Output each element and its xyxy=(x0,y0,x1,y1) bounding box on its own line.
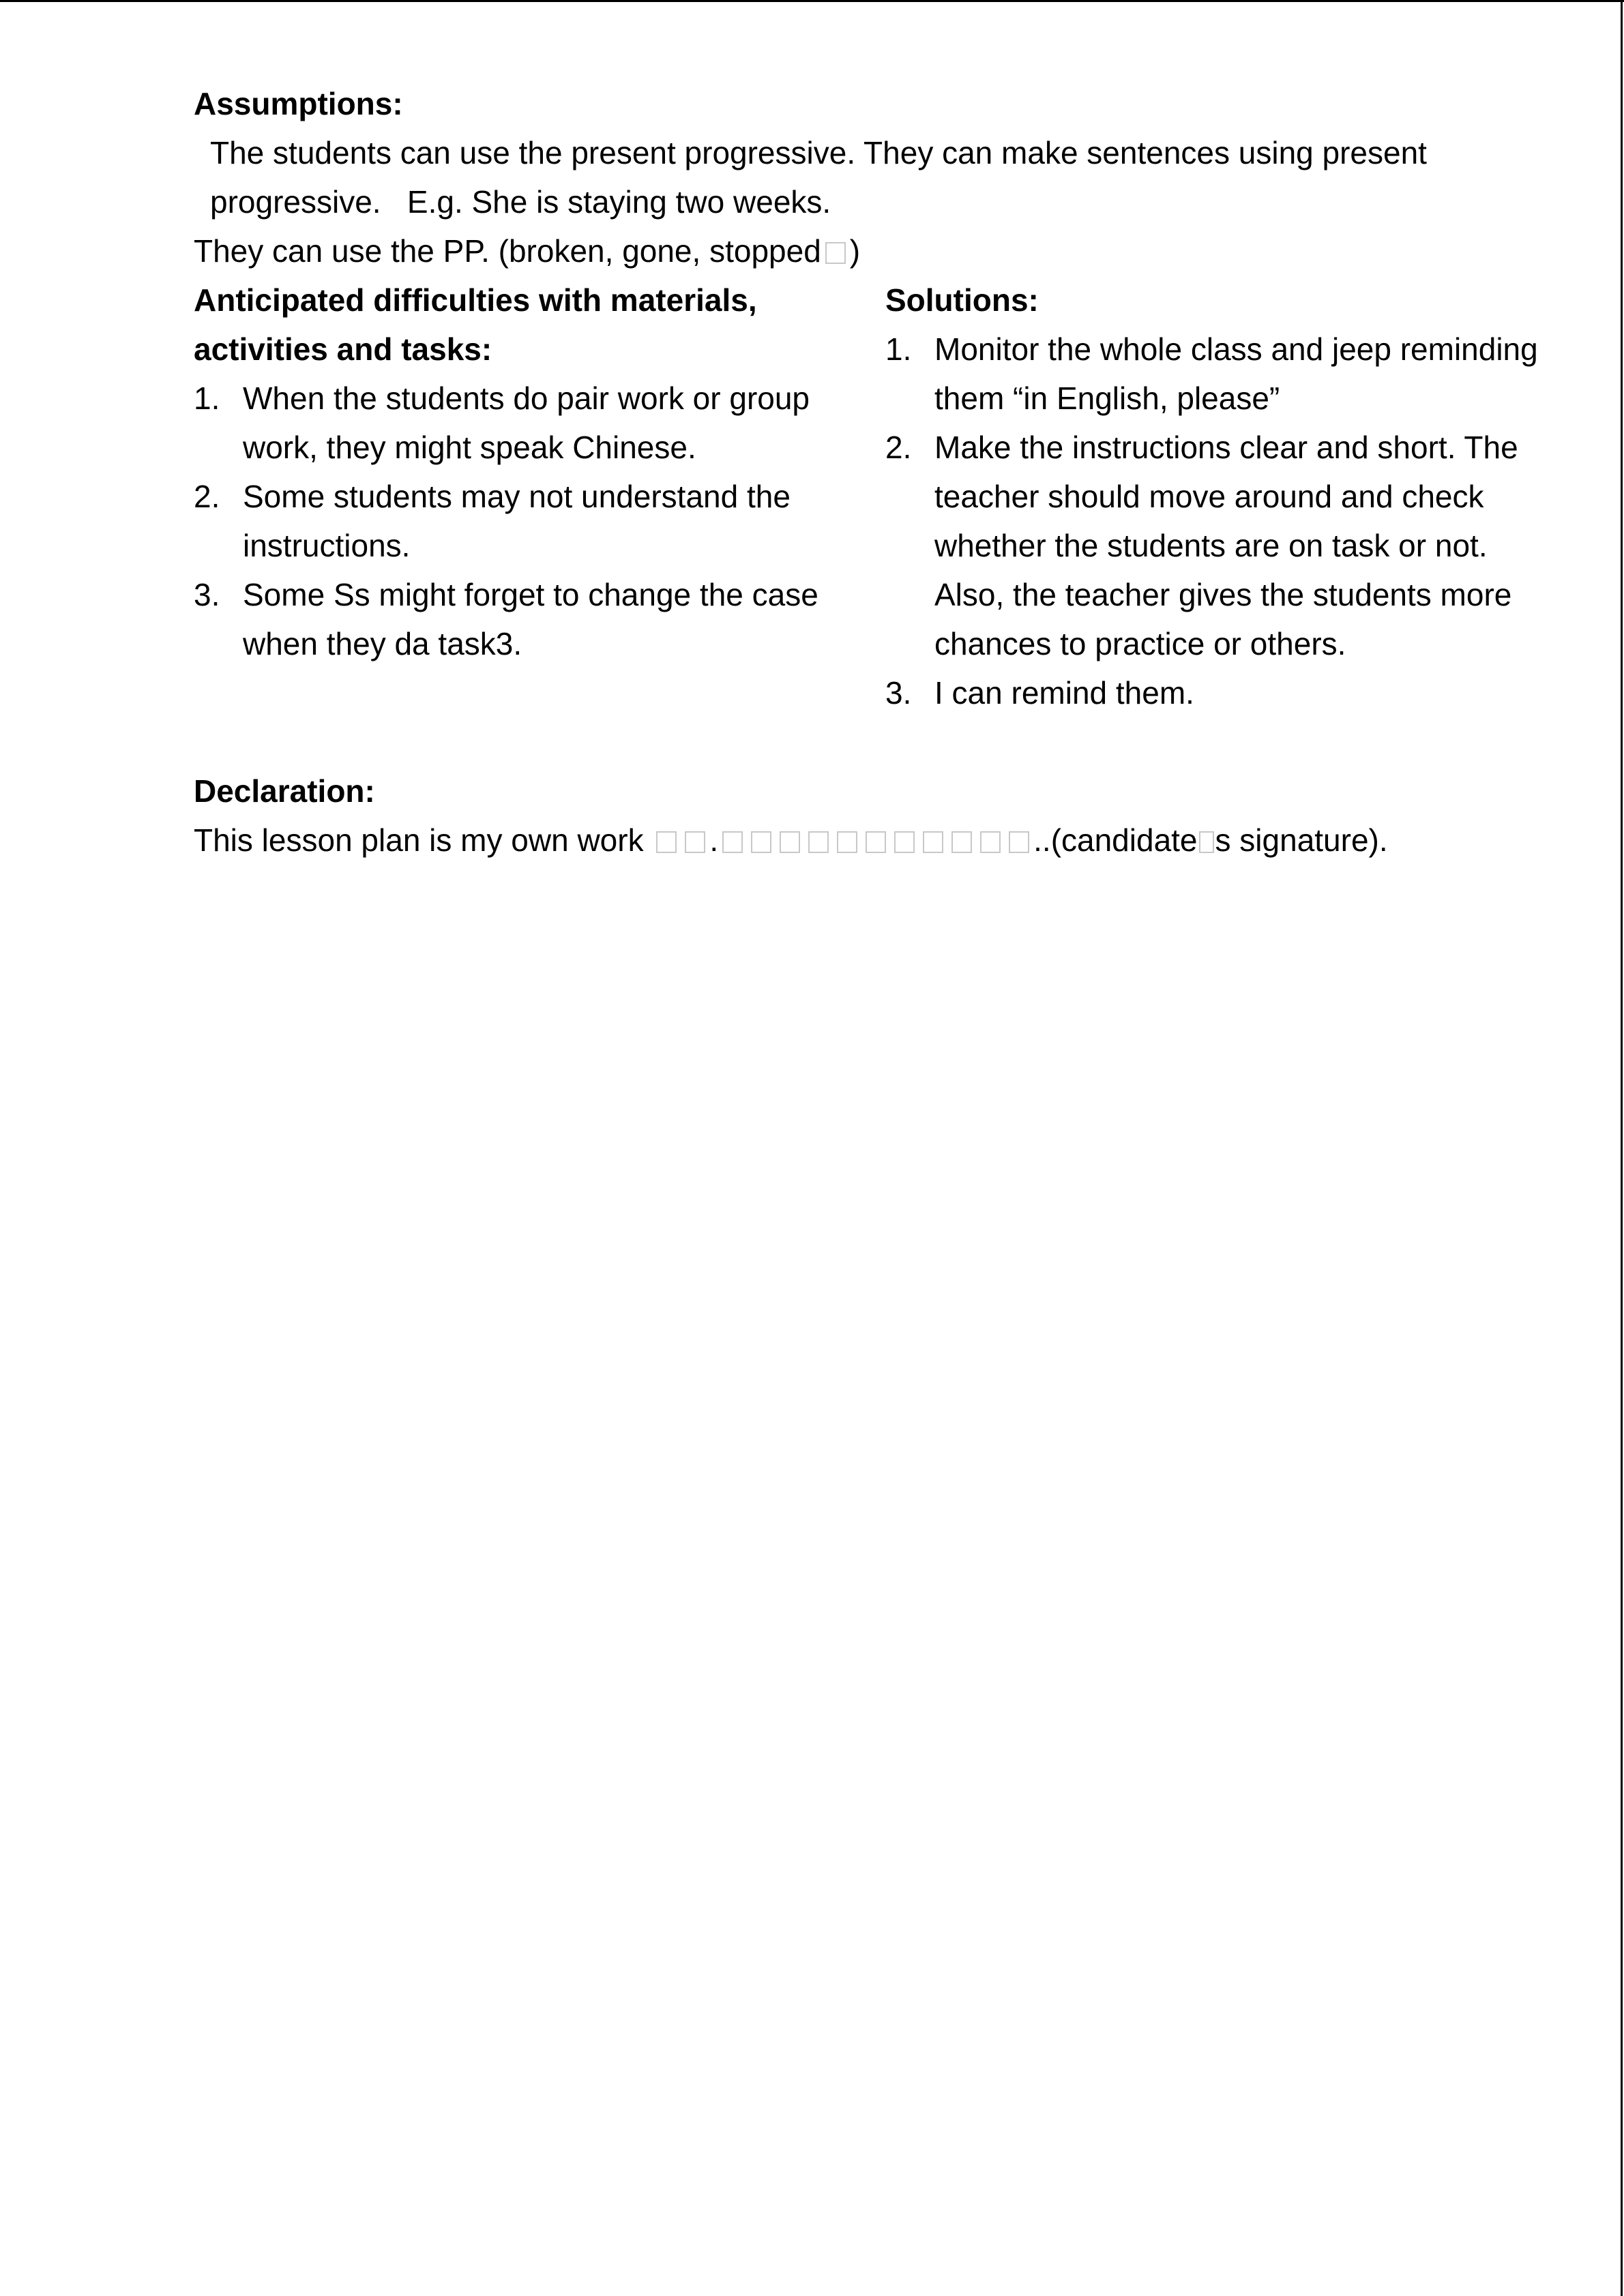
list-number: 3. xyxy=(194,577,220,612)
missing-glyph-box xyxy=(1199,831,1214,853)
assumptions-text: The students can use the present progressive. They can make sentences using present progressive. E.g. She is staying two weeks. xyxy=(210,135,1427,220)
missing-glyph-box xyxy=(951,831,972,853)
list-text: I can remind them. xyxy=(934,675,1194,711)
difficulties-heading: Anticipated difficulties with materials, activities and tasks: xyxy=(194,282,757,367)
solutions-heading: Solutions: xyxy=(885,282,1039,318)
missing-glyph-box xyxy=(837,831,857,853)
list-number: 3. xyxy=(885,675,912,711)
section-spacer xyxy=(194,717,1558,766)
declaration-text-start: This lesson plan is my own work xyxy=(194,822,644,858)
missing-glyph-box xyxy=(825,242,846,264)
list-text: Monitor the whole class and jeep reminding them “in English, please” xyxy=(934,331,1538,416)
page-border-right xyxy=(1621,0,1623,2296)
missing-glyph-box xyxy=(894,831,915,853)
list-item xyxy=(194,570,885,668)
assumptions-pp-text: They can use the PP. (broken, gone, stopped xyxy=(194,233,821,269)
assumptions-pp-line xyxy=(194,226,1558,275)
solutions-list xyxy=(885,325,1558,717)
list-item xyxy=(885,423,1558,668)
missing-glyph-box xyxy=(866,831,886,853)
list-number: 2. xyxy=(885,430,912,465)
list-text: Some Ss might forget to change the case when they da task3. xyxy=(243,577,818,661)
solutions-column xyxy=(885,275,1558,717)
declaration-signature: s signature). xyxy=(1215,822,1388,858)
declaration-heading: Declaration: xyxy=(194,773,375,809)
assumptions-heading: Assumptions: xyxy=(194,86,403,121)
list-text: Make the instructions clear and short. The teacher should move around and check whether the students are on task or not. Also, the teacher gives the students more chances to practice or others. xyxy=(934,430,1518,661)
list-item xyxy=(194,374,885,472)
difficulties-solutions-columns xyxy=(194,275,1558,717)
missing-glyph-box xyxy=(780,831,800,853)
list-text: Some students may not understand the instructions. xyxy=(243,479,791,563)
list-item xyxy=(885,325,1558,423)
missing-glyph-box xyxy=(1009,831,1029,853)
difficulties-list xyxy=(194,374,885,668)
declaration-text xyxy=(194,816,1558,865)
list-text: When the students do pair work or group work, they might speak Chinese. xyxy=(243,381,810,465)
list-item xyxy=(885,668,1558,717)
missing-glyph-box xyxy=(685,831,705,853)
declaration-candidate: ..(candidate xyxy=(1033,822,1198,858)
missing-glyph-box xyxy=(722,831,743,853)
document-body xyxy=(194,79,1558,865)
list-item xyxy=(194,472,885,570)
missing-glyph-box xyxy=(656,831,677,853)
missing-glyph-box xyxy=(808,831,829,853)
list-number: 1. xyxy=(194,381,220,416)
declaration-dot: . xyxy=(709,822,719,858)
list-number: 1. xyxy=(885,331,912,367)
list-number: 2. xyxy=(194,479,220,514)
missing-glyph-box xyxy=(980,831,1001,853)
page-border-top xyxy=(0,0,1624,2)
assumptions-pp-close: ) xyxy=(849,233,861,269)
missing-glyph-box xyxy=(751,831,771,853)
difficulties-column xyxy=(194,275,885,668)
missing-glyph-box xyxy=(923,831,943,853)
